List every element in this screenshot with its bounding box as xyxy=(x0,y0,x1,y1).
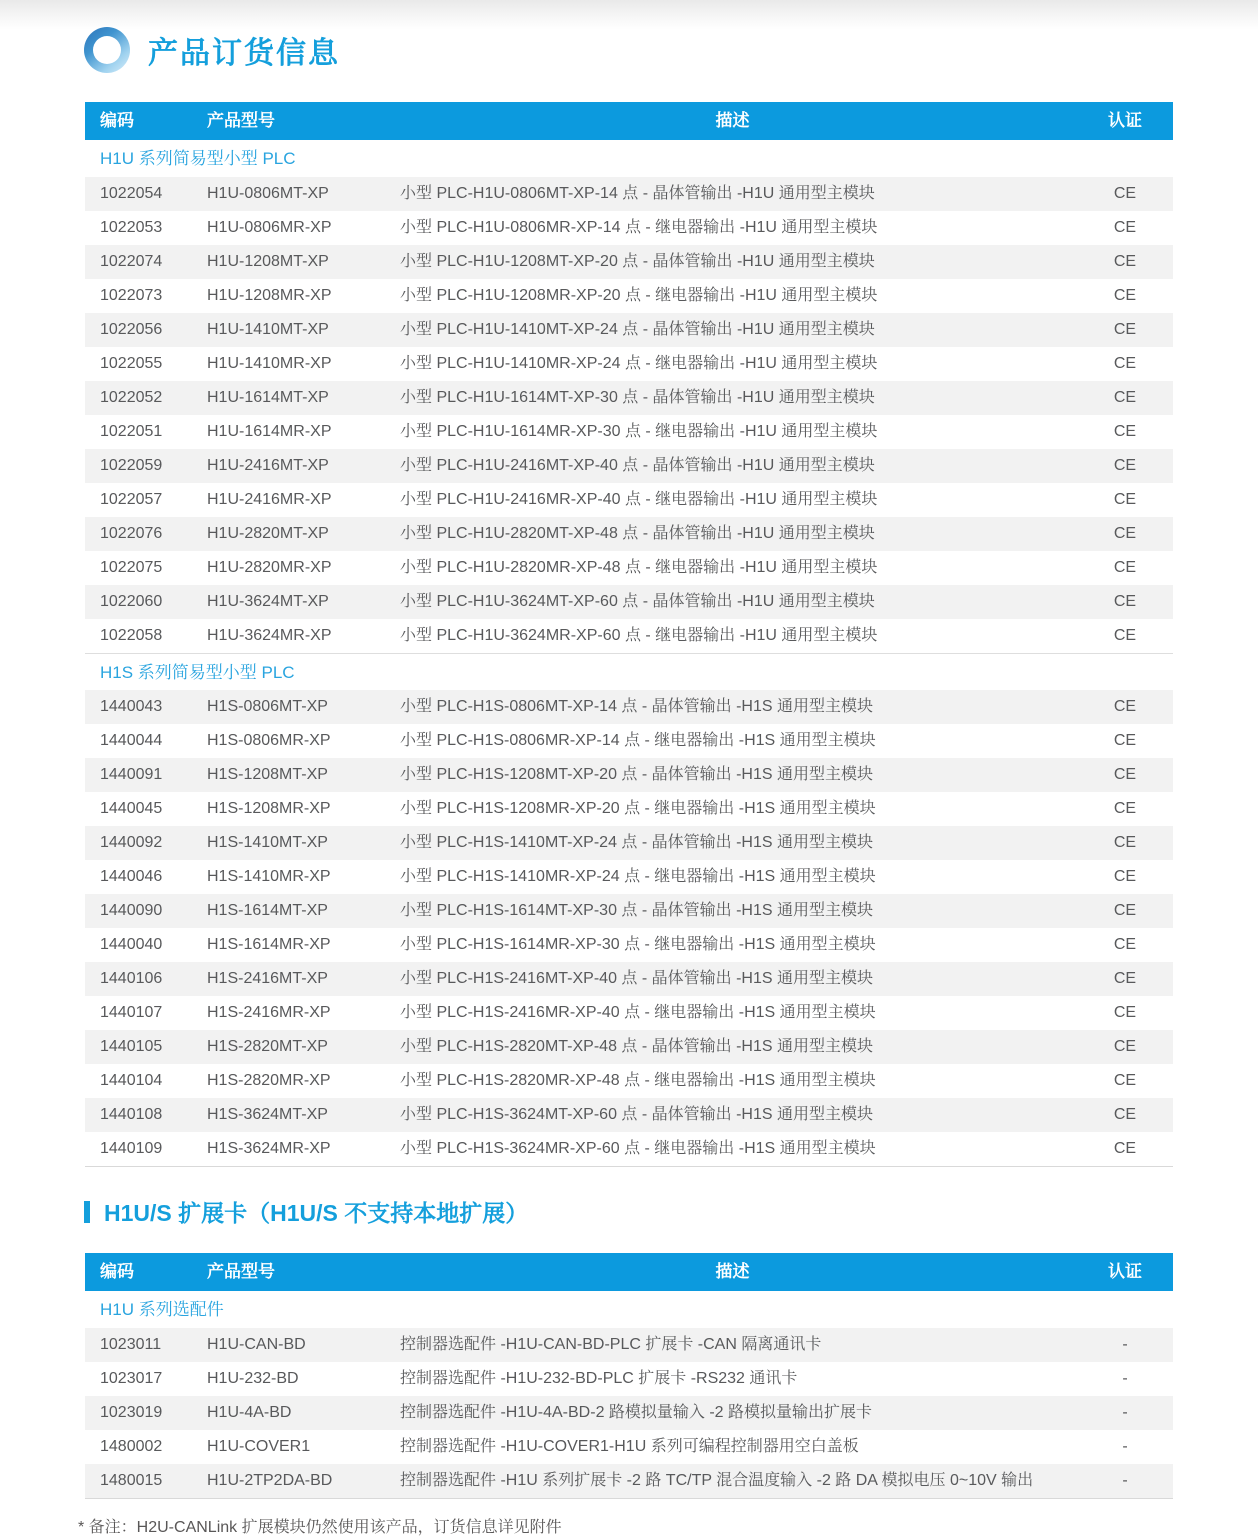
cell-code: 1440090 xyxy=(100,902,163,919)
table-row xyxy=(85,1328,1173,1362)
cell-code: 1022076 xyxy=(100,525,163,542)
column-header-certification: 认证 xyxy=(1108,1262,1142,1281)
cell-model: H1S-2820MT-XP xyxy=(207,1038,328,1055)
cell-code: 1480015 xyxy=(100,1472,163,1489)
cell-certification: CE xyxy=(1113,287,1137,304)
cell-description: 小型 PLC-H1S-1614MR-XP-30 点 - 继电器输出 -H1S 通用型主模块 xyxy=(400,936,876,953)
section-label: H1S 系列简易型小型 PLC xyxy=(100,663,295,682)
cell-model: H1U-2820MT-XP xyxy=(207,525,329,542)
cell-description: 小型 PLC-H1U-1614MT-XP-30 点 - 晶体管输出 -H1U 通用型主模块 xyxy=(400,389,875,406)
cell-certification: CE xyxy=(1113,766,1137,783)
table-row xyxy=(85,313,1173,347)
cell-code: 1022058 xyxy=(100,627,163,644)
cell-description: 控制器选配件 -H1U-4A-BD-2 路模拟量输入 -2 路模拟量输出扩展卡 xyxy=(400,1404,873,1421)
cell-code: 1440044 xyxy=(100,732,163,749)
cell-model: H1U-CAN-BD xyxy=(207,1336,306,1353)
cell-certification: CE xyxy=(1113,936,1137,953)
section-label: H1U 系列简易型小型 PLC xyxy=(100,149,296,168)
page-header xyxy=(0,0,1258,73)
cell-model: H1U-2416MT-XP xyxy=(207,457,329,474)
table-row xyxy=(85,483,1173,517)
cell-model: H1U-0806MR-XP xyxy=(207,219,332,236)
column-header-description: 描述 xyxy=(715,111,750,130)
cell-code: 1440092 xyxy=(100,834,163,851)
table-row xyxy=(85,449,1173,483)
cell-model: H1S-2416MR-XP xyxy=(207,1004,331,1021)
table-row xyxy=(85,177,1173,211)
cell-code: 1022053 xyxy=(100,219,163,236)
table-row xyxy=(85,1098,1173,1132)
cell-code: 1022059 xyxy=(100,457,163,474)
cell-description: 小型 PLC-H1S-1208MT-XP-20 点 - 晶体管输出 -H1S 通用型主模块 xyxy=(400,766,873,783)
table-row xyxy=(85,1064,1173,1098)
table-row xyxy=(85,996,1173,1030)
table-row xyxy=(85,1464,1173,1498)
table-row xyxy=(85,928,1173,962)
cell-certification: - xyxy=(1122,1438,1128,1455)
cell-certification: CE xyxy=(1113,902,1137,919)
cell-code: 1440105 xyxy=(100,1038,163,1055)
footnote: * 备注：H2U-CANLink 扩展模块仍然使用该产品，订货信息详见附件 xyxy=(78,1519,562,1536)
cell-description: 小型 PLC-H1S-0806MR-XP-14 点 - 继电器输出 -H1S 通用型主模块 xyxy=(400,732,876,749)
table-row xyxy=(85,619,1173,653)
cell-code: 1440109 xyxy=(100,1140,163,1157)
cell-certification: CE xyxy=(1113,1072,1137,1089)
cell-code: 1023017 xyxy=(100,1370,163,1387)
cell-description: 小型 PLC-H1S-3624MR-XP-60 点 - 继电器输出 -H1S 通用型主模块 xyxy=(400,1140,876,1157)
cell-certification: CE xyxy=(1113,219,1137,236)
table-row xyxy=(85,962,1173,996)
table-row xyxy=(85,826,1173,860)
cell-model: H1U-1614MR-XP xyxy=(207,423,332,440)
cell-model: H1U-1614MT-XP xyxy=(207,389,329,406)
cell-model: H1U-COVER1 xyxy=(207,1438,311,1455)
cell-model: H1S-1614MR-XP xyxy=(207,936,331,953)
table-header-row xyxy=(85,102,1173,140)
cell-code: 1022075 xyxy=(100,559,163,576)
table-row xyxy=(85,211,1173,245)
cell-certification: CE xyxy=(1113,389,1137,406)
cell-code: 1022055 xyxy=(100,355,163,372)
cell-description: 控制器选配件 -H1U 系列扩展卡 -2 路 TC/TP 混合温度输入 -2 路 DA 模拟电压 0~10V 输出 xyxy=(400,1472,1034,1489)
cell-certification: CE xyxy=(1113,593,1137,610)
table-row xyxy=(85,551,1173,585)
cell-code: 1440040 xyxy=(100,936,163,953)
cell-model: H1U-3624MR-XP xyxy=(207,627,332,644)
cell-code: 1022052 xyxy=(100,389,163,406)
cell-model: H1U-2TP2DA-BD xyxy=(207,1472,333,1489)
cell-description: 小型 PLC-H1S-2416MT-XP-40 点 - 晶体管输出 -H1S 通用型主模块 xyxy=(400,970,873,987)
column-header-certification: 认证 xyxy=(1108,111,1142,130)
cell-certification: CE xyxy=(1113,253,1137,270)
column-header-description: 描述 xyxy=(715,1262,750,1281)
table-row xyxy=(85,1396,1173,1430)
expansion-card-heading xyxy=(84,1195,1258,1228)
cell-description: 控制器选配件 -H1U-COVER1-H1U 系列可编程控制器用空白盖板 xyxy=(400,1438,859,1455)
cell-certification: CE xyxy=(1113,1106,1137,1123)
cell-certification: - xyxy=(1122,1336,1128,1353)
cell-description: 小型 PLC-H1S-0806MT-XP-14 点 - 晶体管输出 -H1S 通用型主模块 xyxy=(400,698,873,715)
cell-description: 小型 PLC-H1U-3624MT-XP-60 点 - 晶体管输出 -H1U 通用型主模块 xyxy=(400,593,875,610)
section-label-row xyxy=(85,140,1173,177)
cell-description: 小型 PLC-H1U-1410MT-XP-24 点 - 晶体管输出 -H1U 通用型主模块 xyxy=(400,321,875,338)
cell-description: 小型 PLC-H1U-1410MR-XP-24 点 - 继电器输出 -H1U 通用型主模块 xyxy=(400,355,878,372)
cell-certification: CE xyxy=(1113,185,1137,202)
cell-model: H1U-232-BD xyxy=(207,1370,299,1387)
cell-model: H1S-1410MT-XP xyxy=(207,834,328,851)
cell-certification: CE xyxy=(1113,525,1137,542)
table-row xyxy=(85,279,1173,313)
cell-description: 小型 PLC-H1U-1614MR-XP-30 点 - 继电器输出 -H1U 通用型主模块 xyxy=(400,423,878,440)
cell-model: H1U-2820MR-XP xyxy=(207,559,332,576)
table-row xyxy=(85,245,1173,279)
plc-ordering-table xyxy=(85,102,1173,1167)
cell-description: 小型 PLC-H1U-2820MT-XP-48 点 - 晶体管输出 -H1U 通用型主模块 xyxy=(400,525,875,542)
cell-model: H1U-1410MR-XP xyxy=(207,355,332,372)
expansion-card-heading-text: H1U/S 扩展卡（H1U/S 不支持本地扩展） xyxy=(104,1200,529,1226)
cell-code: 1023019 xyxy=(100,1404,163,1421)
table-row xyxy=(85,585,1173,619)
cell-model: H1U-1410MT-XP xyxy=(207,321,329,338)
cell-model: H1U-1208MT-XP xyxy=(207,253,329,270)
cell-certification: - xyxy=(1122,1404,1128,1421)
cell-description: 小型 PLC-H1U-2416MT-XP-40 点 - 晶体管输出 -H1U 通用型主模块 xyxy=(400,457,875,474)
cell-description: 小型 PLC-H1S-1614MT-XP-30 点 - 晶体管输出 -H1S 通用型主模块 xyxy=(400,902,873,919)
cell-description: 小型 PLC-H1S-3624MT-XP-60 点 - 晶体管输出 -H1S 通用型主模块 xyxy=(400,1106,873,1123)
cell-description: 控制器选配件 -H1U-CAN-BD-PLC 扩展卡 -CAN 隔离通讯卡 xyxy=(400,1336,822,1353)
table-row xyxy=(85,758,1173,792)
cell-code: 1440107 xyxy=(100,1004,163,1021)
cell-code: 1440043 xyxy=(100,698,163,715)
cell-model: H1U-1208MR-XP xyxy=(207,287,332,304)
cell-description: 小型 PLC-H1S-1208MR-XP-20 点 - 继电器输出 -H1S 通用型主模块 xyxy=(400,800,876,817)
cell-description: 小型 PLC-H1U-2416MR-XP-40 点 - 继电器输出 -H1U 通用型主模块 xyxy=(400,491,878,508)
table-row xyxy=(85,1132,1173,1166)
column-header-code: 编码 xyxy=(100,1262,134,1281)
table-row xyxy=(85,1362,1173,1396)
cell-certification: CE xyxy=(1113,970,1137,987)
cell-code: 1022073 xyxy=(100,287,163,304)
cell-code: 1022051 xyxy=(100,423,163,440)
cell-code: 1440104 xyxy=(100,1072,163,1089)
cell-model: H1S-1614MT-XP xyxy=(207,902,328,919)
cell-model: H1S-1208MT-XP xyxy=(207,766,328,783)
cell-certification: - xyxy=(1122,1472,1128,1489)
column-header-model: 产品型号 xyxy=(207,1262,275,1281)
cell-certification: CE xyxy=(1113,423,1137,440)
table-header-row xyxy=(85,1253,1173,1291)
cell-certification: CE xyxy=(1113,559,1137,576)
cell-code: 1023011 xyxy=(100,1336,162,1353)
section-label-row xyxy=(85,1291,1173,1328)
cell-certification: CE xyxy=(1113,800,1137,817)
cell-description: 小型 PLC-H1U-2820MR-XP-48 点 - 继电器输出 -H1U 通用型主模块 xyxy=(400,559,878,576)
cell-certification: CE xyxy=(1113,1038,1137,1055)
table-row xyxy=(85,792,1173,826)
cell-certification: - xyxy=(1122,1370,1128,1387)
cell-code: 1022054 xyxy=(100,185,163,202)
cell-certification: CE xyxy=(1113,1004,1137,1021)
cell-model: H1S-0806MR-XP xyxy=(207,732,331,749)
heading-bar-icon xyxy=(84,1201,90,1223)
cell-model: H1U-0806MT-XP xyxy=(207,185,329,202)
column-header-model: 产品型号 xyxy=(207,111,275,130)
cell-certification: CE xyxy=(1113,1140,1137,1157)
cell-code: 1480002 xyxy=(100,1438,163,1455)
section-label-row xyxy=(85,653,1173,690)
cell-description: 小型 PLC-H1S-2416MR-XP-40 点 - 继电器输出 -H1S 通用型主模块 xyxy=(400,1004,876,1021)
cell-certification: CE xyxy=(1113,491,1137,508)
cell-model: H1U-3624MT-XP xyxy=(207,593,329,610)
cell-description: 小型 PLC-H1S-2820MT-XP-48 点 - 晶体管输出 -H1S 通用型主模块 xyxy=(400,1038,873,1055)
cell-description: 小型 PLC-H1U-1208MT-XP-20 点 - 晶体管输出 -H1U 通用型主模块 xyxy=(400,253,875,270)
table-row xyxy=(85,1430,1173,1464)
table-row xyxy=(85,381,1173,415)
cell-code: 1022060 xyxy=(100,593,163,610)
cell-model: H1S-3624MR-XP xyxy=(207,1140,331,1157)
column-header-code: 编码 xyxy=(100,111,134,130)
expansion-card-table xyxy=(85,1253,1173,1499)
cell-certification: CE xyxy=(1113,627,1137,644)
cell-description: 小型 PLC-H1S-1410MT-XP-24 点 - 晶体管输出 -H1S 通用型主模块 xyxy=(400,834,873,851)
table-row xyxy=(85,894,1173,928)
cell-description: 小型 PLC-H1S-1410MR-XP-24 点 - 继电器输出 -H1S 通用型主模块 xyxy=(400,868,876,885)
page-title: 产品订货信息 xyxy=(148,37,340,70)
cell-description: 小型 PLC-H1S-2820MR-XP-48 点 - 继电器输出 -H1S 通用型主模块 xyxy=(400,1072,876,1089)
cell-certification: CE xyxy=(1113,732,1137,749)
cell-description: 小型 PLC-H1U-1208MR-XP-20 点 - 继电器输出 -H1U 通用型主模块 xyxy=(400,287,878,304)
brand-ring-icon xyxy=(84,27,130,73)
table-row xyxy=(85,724,1173,758)
cell-code: 1022074 xyxy=(100,253,163,270)
table-row xyxy=(85,347,1173,381)
cell-certification: CE xyxy=(1113,834,1137,851)
cell-model: H1S-2416MT-XP xyxy=(207,970,328,987)
cell-code: 1440108 xyxy=(100,1106,163,1123)
cell-code: 1440106 xyxy=(100,970,163,987)
cell-description: 控制器选配件 -H1U-232-BD-PLC 扩展卡 -RS232 通讯卡 xyxy=(400,1370,798,1387)
cell-description: 小型 PLC-H1U-0806MT-XP-14 点 - 晶体管输出 -H1U 通用型主模块 xyxy=(400,185,875,202)
cell-model: H1S-1410MR-XP xyxy=(207,868,331,885)
cell-description: 小型 PLC-H1U-0806MR-XP-14 点 - 继电器输出 -H1U 通用型主模块 xyxy=(400,219,878,236)
cell-certification: CE xyxy=(1113,868,1137,885)
cell-model: H1S-1208MR-XP xyxy=(207,800,331,817)
cell-certification: CE xyxy=(1113,355,1137,372)
cell-code: 1440045 xyxy=(100,800,163,817)
cell-certification: CE xyxy=(1113,457,1137,474)
cell-code: 1440046 xyxy=(100,868,163,885)
table-row xyxy=(85,690,1173,724)
cell-certification: CE xyxy=(1113,321,1137,338)
cell-model: H1S-3624MT-XP xyxy=(207,1106,328,1123)
cell-model: H1U-2416MR-XP xyxy=(207,491,332,508)
table-row xyxy=(85,1030,1173,1064)
section-label: H1U 系列选配件 xyxy=(100,1300,224,1319)
cell-model: H1U-4A-BD xyxy=(207,1404,292,1421)
cell-description: 小型 PLC-H1U-3624MR-XP-60 点 - 继电器输出 -H1U 通用型主模块 xyxy=(400,627,878,644)
table-row xyxy=(85,415,1173,449)
cell-code: 1440091 xyxy=(100,766,163,783)
cell-model: H1S-0806MT-XP xyxy=(207,698,328,715)
cell-certification: CE xyxy=(1113,698,1137,715)
cell-model: H1S-2820MR-XP xyxy=(207,1072,331,1089)
cell-code: 1022056 xyxy=(100,321,163,338)
table-row xyxy=(85,517,1173,551)
cell-code: 1022057 xyxy=(100,491,163,508)
table-row xyxy=(85,860,1173,894)
